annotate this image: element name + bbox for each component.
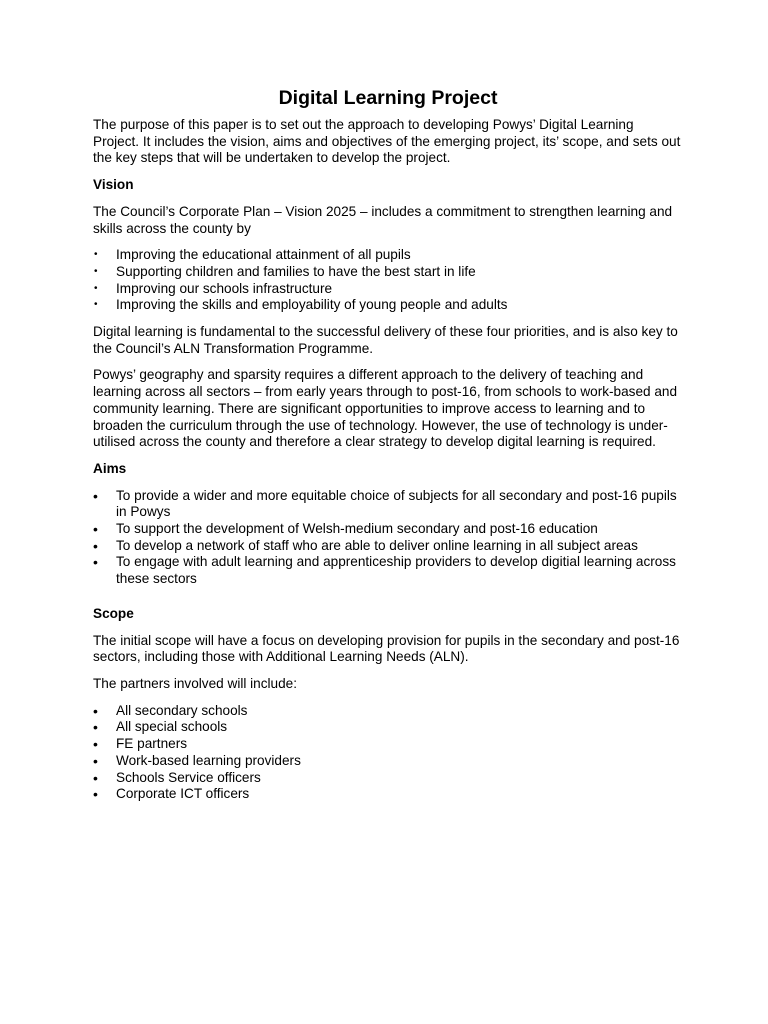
- vision-heading: Vision: [93, 177, 134, 193]
- intro-paragraph: The purpose of this paper is to set out the approach to developing Powys’ Digital Learning Project. It includes the vision, aims and objectives of the emerging project, its’ scope, and sets out the key steps that will be undertaken to develop the project.: [93, 117, 681, 166]
- list-item: • To engage with adult learning and apprenticeship providers to develop digitial learning across these sectors: [93, 554, 676, 587]
- bullet-icon: •: [94, 249, 98, 261]
- vision-paragraph-3: Powys’ geography and sparsity requires a different approach to the delivery of teaching and learning across all sectors – from early years through to post-16, from schools to work-based and community learning. There are significant opportunities to improve access to learning and to broaden the curriculum through the use of technology. However, the use of technology is under-utilised across the county and therefore a clear strategy to develop digital learning is required.: [93, 367, 678, 450]
- aims-bullet-list: [93, 488, 683, 588]
- list-item: • Supporting children and families to have the best start in life: [94, 263, 476, 279]
- list-item: • Schools Service officers: [93, 769, 261, 786]
- list-item: • To support the development of Welsh-medium secondary and post-16 education: [93, 521, 598, 538]
- bullet-icon: •: [93, 736, 98, 753]
- bullet-icon: •: [93, 487, 98, 504]
- bullet-icon: •: [93, 719, 98, 736]
- bullet-icon: •: [93, 554, 98, 571]
- list-item: • All special schools: [93, 719, 228, 736]
- vision-paragraph-2: Digital learning is fundamental to the successful delivery of these four priorities, and is also key to the Council’s ALN Transformation Programme.: [93, 324, 678, 356]
- bullet-icon: •: [94, 282, 98, 294]
- bullet-icon: •: [93, 537, 98, 554]
- bullet-icon: •: [93, 769, 98, 786]
- bullet-icon: •: [93, 521, 98, 538]
- list-item: • Corporate ICT officers: [93, 786, 250, 803]
- document-title: Digital Learning Project: [278, 87, 498, 109]
- list-item: • FE partners: [93, 736, 188, 753]
- bullet-icon: •: [93, 752, 98, 769]
- scope-paragraph-1: The initial scope will have a focus on developing provision for pupils in the secondary and post-16 sectors, including those with Additional Learning Needs (ALN).: [93, 632, 680, 665]
- list-item: • To develop a network of staff who are able to deliver online learning in all subject areas: [93, 537, 638, 554]
- bullet-icon: •: [93, 786, 98, 803]
- bullet-icon: •: [93, 702, 98, 719]
- list-item: • Improving our schools infrastructure: [94, 280, 333, 296]
- list-item: • All secondary schools: [93, 702, 248, 719]
- partners-bullet-list: [93, 703, 683, 803]
- bullet-icon: •: [94, 299, 98, 311]
- aims-heading: Aims: [93, 460, 127, 476]
- scope-heading: Scope: [93, 605, 134, 621]
- list-item: • Improving the skills and employability of young people and adults: [94, 297, 508, 313]
- scope-paragraph-2: The partners involved will include:: [93, 675, 298, 691]
- document-page: [93, 86, 683, 813]
- list-item: • Improving the educational attainment of all pupils: [94, 247, 411, 263]
- vision-paragraph-1: The Council’s Corporate Plan – Vision 2025 – includes a commitment to strengthen learning and skills across the county by: [93, 203, 673, 236]
- vision-bullet-list: [93, 247, 683, 314]
- bullet-icon: •: [94, 265, 98, 277]
- list-item: • Work-based learning providers: [93, 752, 301, 769]
- list-item: • To provide a wider and more equitable choice of subjects for all secondary and post-16 pupils in Powys: [93, 487, 677, 520]
